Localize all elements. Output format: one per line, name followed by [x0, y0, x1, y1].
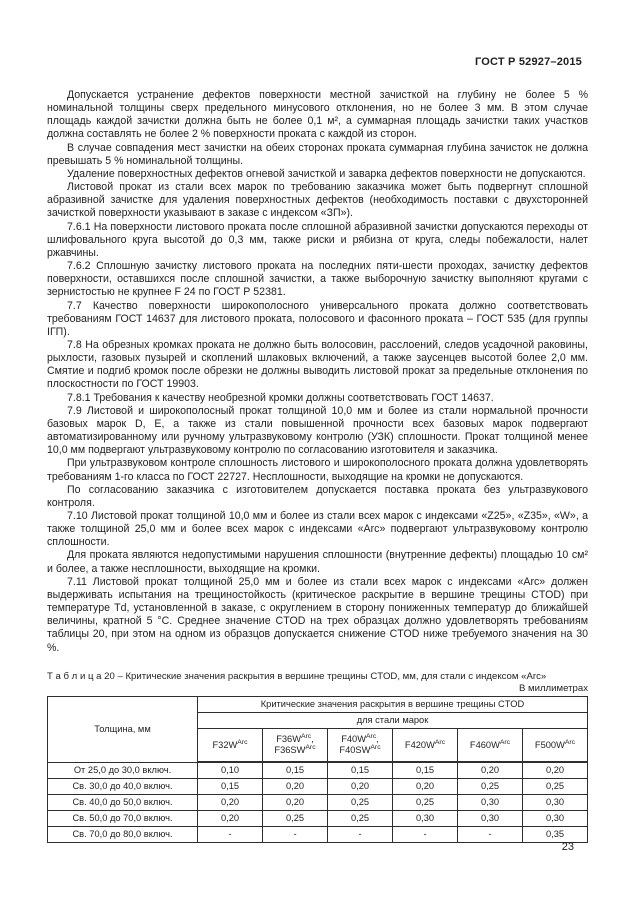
table-row: [48, 811, 588, 827]
ctod-value-cell: 0,30: [393, 811, 458, 827]
grade-header-cell: $F36W^{Arc}$, $F36SW^{Arc}$: [263, 729, 328, 763]
ctod-value-cell: 0,25: [523, 779, 588, 795]
paragraph: 7.11 Листовой прокат толщиной 25,0 мм и более из стали всех марок с индексами «Arc» должен выдерживать испытания на трещиностойкость (критическое раскрытие в вершине трещины CTOD) при температуре Td, установленной в заказе, с округлением в сторону пониженных температур до ближайшей величины, кратной 5 °С. Среднее значение CTOD на трех образцах должно удовлетворять требованиям таблицы 20, при этом на одном из образцов допускается снижение CTOD ниже требуемого значения на 30 %.: [47, 575, 588, 654]
ctod-table: [47, 696, 588, 843]
table-caption-text: Т а б л и ц а 20 – Критические значения раскрытия в вершине трещины CTOD, мм, для стали с индексом «Arc»: [47, 670, 547, 682]
ctod-value-cell: 0,20: [523, 762, 588, 779]
ctod-value-cell: 0,30: [523, 811, 588, 827]
group-header-cell: Критические значения раскрытия в вершине трещины CTOD: [198, 697, 588, 713]
ctod-value-cell: 0,25: [393, 795, 458, 811]
ctod-value-cell: -: [458, 827, 523, 843]
ctod-value-cell: 0,20: [328, 779, 393, 795]
ctod-value-cell: 0,20: [198, 811, 263, 827]
paragraph: По согласованию заказчика с изготовителем допускается поставка проката без ультразвукового контроля.: [47, 483, 588, 509]
grade-header-cell: $F32W^{Arc}$: [198, 729, 263, 763]
grade-header-cell: $F420W^{Arc}$: [393, 729, 458, 763]
ctod-value-cell: 0,15: [328, 762, 393, 779]
table-header-row-1: [48, 697, 588, 713]
thickness-cell: Св. 50,0 до 70,0 включ.: [48, 811, 198, 827]
ctod-value-cell: 0,15: [263, 762, 328, 779]
ctod-value-cell: -: [393, 827, 458, 843]
ctod-table-body: [48, 697, 588, 843]
ctod-value-cell: 0,30: [523, 795, 588, 811]
ctod-value-cell: 0,15: [393, 762, 458, 779]
paragraph: 7.7 Качество поверхности широкополосного универсального проката должно соответствовать требованиям ГОСТ 14637 для листового проката, полосового и фасонного проката – ГОСТ 535 (для группы IГП).: [47, 299, 588, 338]
table-row: [48, 779, 588, 795]
thickness-column-header: Толщина, мм: [48, 697, 198, 763]
ctod-value-cell: 0,20: [263, 779, 328, 795]
paragraph: Удаление поверхностных дефектов огневой зачисткой и заварка дефектов поверхности не допускаются.: [67, 167, 586, 180]
ctod-value-cell: -: [328, 827, 393, 843]
ctod-value-cell: -: [198, 827, 263, 843]
ctod-value-cell: 0,30: [458, 795, 523, 811]
ctod-value-cell: 0,35: [523, 827, 588, 843]
page-number: 23: [561, 841, 574, 853]
body-paragraphs: [47, 89, 588, 655]
thickness-cell: От 25,0 до 30,0 включ.: [48, 762, 198, 779]
grade-header-cell: $F500W^{Arc}$: [523, 729, 588, 763]
standard-number-header: ГОСТ Р 52927–2015: [474, 56, 582, 68]
paragraph: 7.10 Листовой прокат толщиной 10,0 мм и более из стали всех марок с индексами «Z25», «Z35», «W», а также толщиной 25,0 мм и более всех марок с индексами «Arc» подвергают ультразвуковому контролю сплошности.: [47, 510, 588, 549]
table-row: [48, 795, 588, 811]
thickness-cell: Св. 30,0 до 40,0 включ.: [48, 779, 198, 795]
ctod-value-cell: 0,15: [198, 779, 263, 795]
paragraph: Для проката являются недопустимыми нарушения сплошности (внутренние дефекты) площадью 10 см² и более, а также несплошности, выходящие на кромки.: [47, 549, 588, 575]
ctod-value-cell: 0,25: [458, 779, 523, 795]
paragraph: При ультразвуковом контроле сплошность листового и широкополосного проката должна удовлетворять требованиям 1-го класса по ГОСТ 22727. Несплошности, выходящие на кромки не допускаются.: [47, 457, 588, 483]
ctod-value-cell: 0,20: [393, 779, 458, 795]
ctod-value-cell: 0,20: [458, 762, 523, 779]
paragraph: Допускается устранение дефектов поверхности местной зачисткой на глубину не более 5 % номинальной толщины сверх предельного минусового отклонения, но не более 3 мм. В этом случае площадь каждой зачистки должна быть не более 0,1 м², а суммарная площадь зачистки таких участков должна составлять не более 2 % поверхности проката с каждой из сторон.: [47, 89, 588, 141]
paragraph: 7.8 На обрезных кромках проката не должно быть волосовин, расслоений, следов усадочной раковины, рыхлости, газовых пузырей и скоплений шлаковых включений, а также заусенцев высотой более 2,0 мм. Смятие и подгиб кромок после обрезки не должны выводить листовой прокат за предельные отклонения по плоскостности по ГОСТ 19903.: [47, 338, 588, 391]
paragraph: В случае совпадения мест зачистки на обеих сторонах проката суммарная глубина зачисток не должна превышать 5 % номинальной толщины.: [47, 141, 588, 167]
ctod-value-cell: 0,30: [458, 811, 523, 827]
table-caption: [47, 671, 588, 683]
page-content: [47, 56, 588, 843]
ctod-value-cell: 0,20: [198, 795, 263, 811]
paragraph: 7.6.1 На поверхности листового проката после сплошной абразивной зачистки допускаются переходы от шлифовального круга высотой до 0,3 мм, также риски и рябизна от круга, следы побежалости, налет ржавчины.: [47, 220, 588, 259]
grade-header-cell: $F460W^{Arc}$: [458, 729, 523, 763]
paragraph: 7.9 Листовой и широкополосный прокат толщиной 10,0 мм и более из стали нормальной прочности базовых марок D, E, а также из стали повышенной прочности всех базовых марок подвергают автоматизированному или ручному ультразвуковому контролю (УЗК) сплошности. Прокат толщиной менее 10,0 мм подвергают ультразвуковому контролю по согласованию изготовителя и заказчика.: [47, 404, 588, 457]
ctod-value-cell: 0,20: [263, 795, 328, 811]
ctod-value-cell: 0,25: [263, 811, 328, 827]
ctod-value-cell: 0,10: [198, 762, 263, 779]
table-row: [48, 827, 588, 843]
paragraph: 7.6.2 Сплошную зачистку листового проката на последних пяти-шести проходах, зачистку дефектов поверхности, оставшихся после сплошной зачистки, а также выборочную зачистку выполняют кругами с зернистостью не крупнее F 24 по ГОСТ Р 52381.: [47, 260, 588, 299]
thickness-cell: Св. 70,0 до 80,0 включ.: [48, 827, 198, 843]
paragraph: Листовой прокат из стали всех марок по требованию заказчика может быть подвергнут сплошной абразивной зачистке для удаления поверхностных дефектов (необходимость поставки с двухсторонней зачисткой поверхности указывают в заказе с индексом «ЗП»).: [47, 181, 588, 220]
paragraph: 7.8.1 Требования к качеству необрезной кромки должны соответствовать ГОСТ 14637.: [67, 391, 494, 404]
grade-header-cell: $F40W^{Arc}$, $F40SW^{Arc}$: [328, 729, 393, 763]
ctod-value-cell: 0,25: [328, 811, 393, 827]
ctod-value-cell: 0,25: [328, 795, 393, 811]
subgroup-header-cell: для стали марок: [198, 713, 588, 729]
table-row: [48, 762, 588, 779]
ctod-value-cell: -: [263, 827, 328, 843]
thickness-cell: Св. 40,0 до 50,0 включ.: [48, 795, 198, 811]
units-note: В миллиметрах: [518, 683, 588, 695]
